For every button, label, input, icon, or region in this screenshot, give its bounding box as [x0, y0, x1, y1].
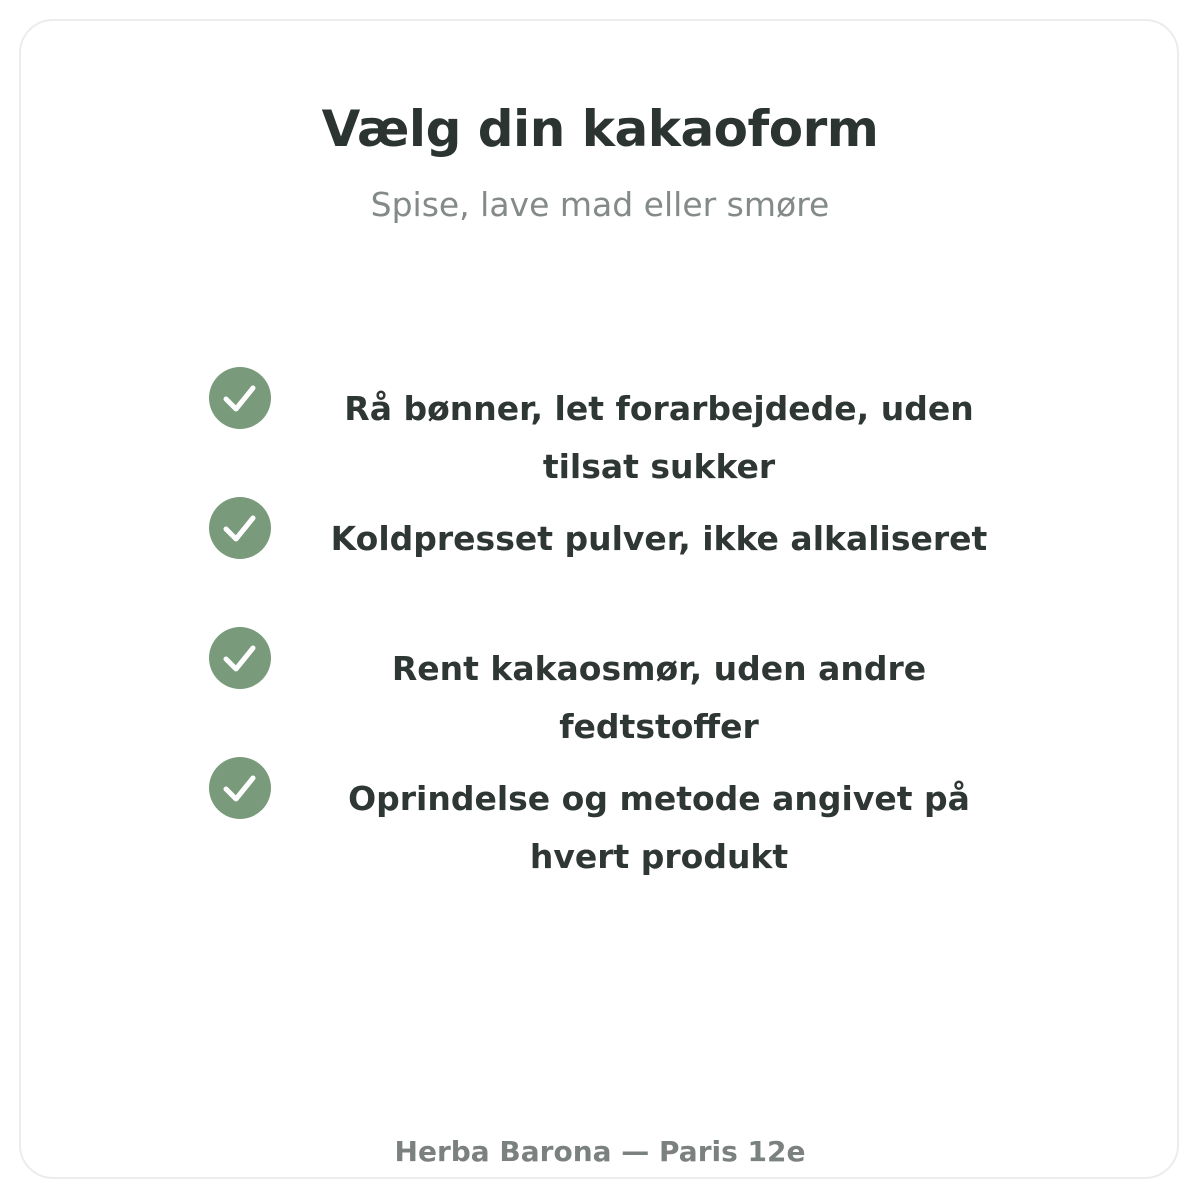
feature-label: Koldpresset pulver, ikke alkaliseret [330, 519, 988, 558]
feature-label: Rent kakaosmør, uden andre fedtstoffer [391, 649, 927, 746]
page-title: Vælg din kakaoform [321, 100, 879, 158]
feature-item [209, 757, 1009, 877]
feature-item [209, 627, 1009, 747]
footer-brand: Herba Barona — Paris 12e [394, 1135, 806, 1168]
feature-item [209, 367, 1009, 487]
feature-label: Oprindelse og metode angivet på hvert produkt [348, 779, 970, 876]
check-circle-icon [209, 627, 271, 689]
check-circle-icon [209, 367, 271, 429]
page-subtitle: Spise, lave mad eller smøre [370, 185, 830, 224]
check-circle-icon [209, 757, 271, 819]
feature-item [209, 497, 1009, 617]
feature-label: Rå bønner, let forarbejdede, uden tilsat sukker [344, 389, 974, 486]
check-circle-icon [209, 497, 271, 559]
